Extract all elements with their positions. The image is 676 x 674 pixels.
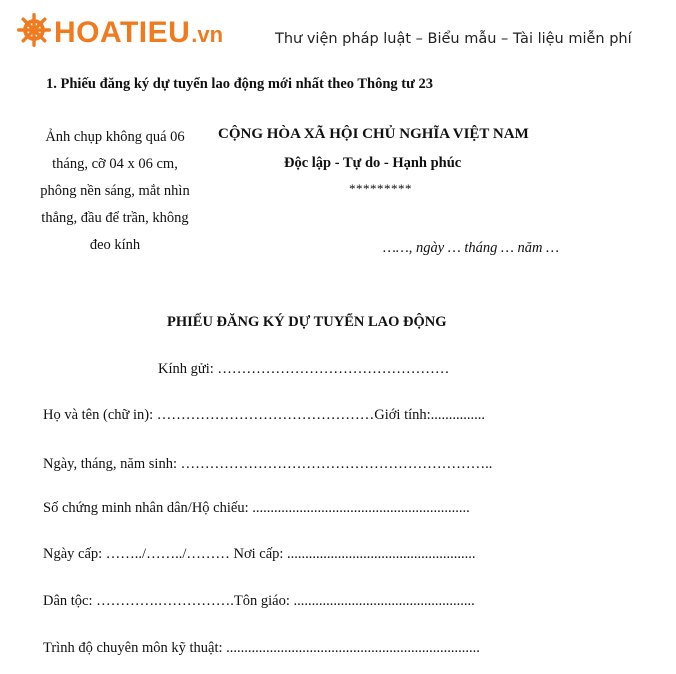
- site-header: [0, 0, 676, 70]
- site-tagline: Thư viện pháp luật – Biểu mẫu – Tài liệu miễn phí: [275, 31, 632, 47]
- photo-placeholder-note: Ảnh chụp không quá 06 tháng, cỡ 04 x 06 cm, phông nền sáng, mắt nhìn thẳng, đầu để trần, không đeo kính: [40, 129, 190, 253]
- national-title: CỘNG HÒA XÃ HỘI CHỦ NGHĨA VIỆT NAM: [218, 126, 529, 142]
- field-ngay-sinh: Ngày, tháng, năm sinh: ………………………………………………………..: [43, 456, 493, 472]
- logo-text: HOATIEU: [54, 15, 191, 49]
- field-ngay-cap: Ngày cấp: ……../……../……… Nơi cấp: ....................................................: [43, 546, 476, 562]
- field-ho-ten: Họ và tên (chữ in): ………………………………………Giới tính:...............: [43, 407, 486, 423]
- hoatieu-logo[interactable]: [17, 13, 223, 52]
- date-line: ……, ngày … tháng … năm …: [383, 240, 560, 256]
- motto-divider: *********: [349, 181, 412, 196]
- field-dan-toc: Dân tộc: ………….…………….Tôn giáo: ..................................................: [43, 593, 475, 609]
- ship-wheel-icon: [17, 13, 51, 52]
- field-cmnd: Số chứng minh nhân dân/Hộ chiếu: ............................................................: [43, 500, 470, 516]
- national-motto: Độc lập - Tự do - Hạnh phúc: [284, 155, 462, 171]
- form-title: PHIẾU ĐĂNG KÝ DỰ TUYỂN LAO ĐỘNG: [167, 314, 447, 330]
- field-trinh-do: Trình độ chuyên môn kỹ thuật: ......................................................................: [43, 640, 480, 656]
- section-title: 1. Phiếu đăng ký dự tuyển lao động mới nhất theo Thông tư 23: [46, 76, 433, 92]
- logo-tld: .vn: [191, 21, 224, 47]
- field-kinh-gui: Kính gửi: …………………………………………: [158, 361, 450, 377]
